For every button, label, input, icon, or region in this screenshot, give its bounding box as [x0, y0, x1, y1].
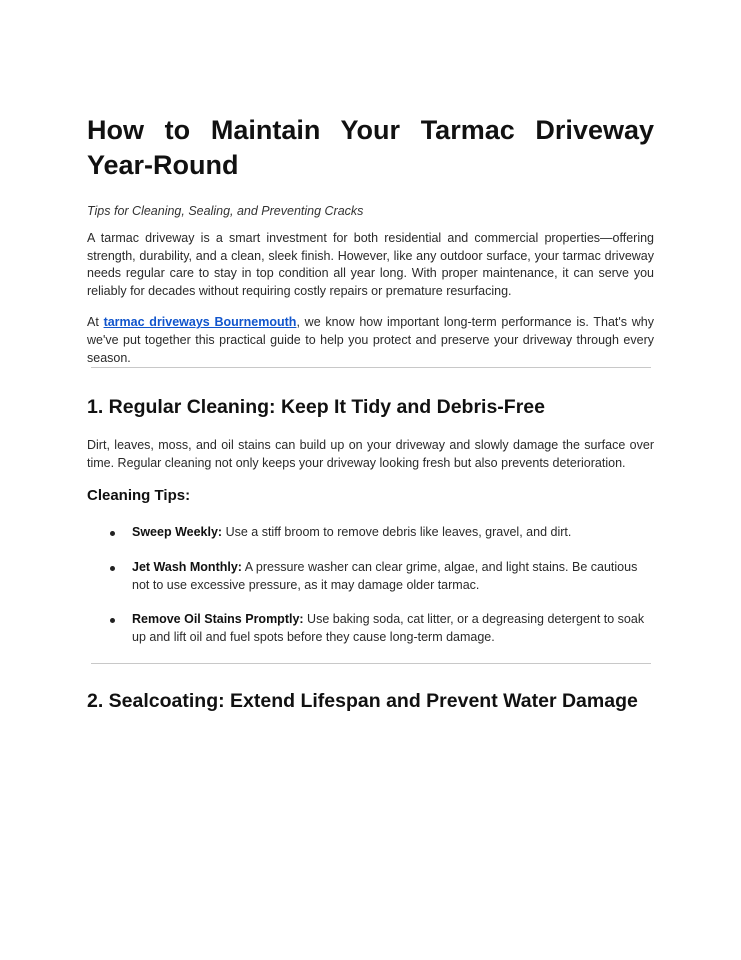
- list-item: [87, 559, 654, 594]
- bullet-icon: [110, 618, 115, 623]
- tip-label: Remove Oil Stains Promptly:: [132, 612, 304, 627]
- cleaning-tips-list: [87, 524, 654, 646]
- bullet-icon: [110, 566, 115, 571]
- section-divider: [91, 663, 651, 664]
- tarmac-driveways-link[interactable]: tarmac driveways Bournemouth: [103, 315, 297, 330]
- cleaning-tips-heading: Cleaning Tips:: [87, 487, 191, 505]
- page-title: How to Maintain Your Tarmac Driveway Year-Round: [87, 115, 654, 180]
- tip-text: Use a stiff broom to remove debris like leaves, gravel, and dirt.: [222, 525, 572, 540]
- tip-label: Jet Wash Monthly:: [132, 559, 242, 574]
- tip-text: Use baking soda, cat litter, or a degreasing detergent to soak up and lift oil and fuel spots before they cause long-term damage.: [132, 612, 645, 644]
- section-1-heading: 1. Regular Cleaning: Keep It Tidy and Debris-Free: [87, 396, 545, 419]
- intro-paragraph: A tarmac driveway is a smart investment for both residential and commercial properties—offering strength, durability, and a clean, sleek finish. However, like any outdoor surface, your tarmac driveway needs regular care to stay in top condition all year long. With proper maintenance, it can serve you reliably for decades without requiring costly repairs or premature resurfacing.: [87, 231, 654, 298]
- company-paragraph-suffix: , we know how important long-term performance is. That's why we've put together this practical guide to help you protect and preserve your driveway through every season.: [87, 315, 654, 365]
- bullet-icon: [110, 531, 115, 536]
- list-item: [87, 611, 654, 646]
- section-divider: [91, 367, 651, 368]
- document-page: [87, 113, 654, 715]
- tip-text: A pressure washer can clear grime, algae, and light stains. Be cautious not to use excessive pressure, as it may damage older tarmac.: [132, 559, 638, 592]
- company-paragraph: [87, 314, 654, 367]
- section-2-heading: 2. Sealcoating: Extend Lifespan and Prevent Water Damage: [87, 690, 638, 713]
- list-item: [87, 524, 654, 542]
- section-1-paragraph: Dirt, leaves, moss, and oil stains can build up on your driveway and slowly damage the surface over time. Regular cleaning not only keeps your driveway looking fresh but also prevents deterioration.: [87, 438, 654, 470]
- page-subtitle: Tips for Cleaning, Sealing, and Preventing Cracks: [87, 204, 364, 218]
- company-paragraph-prefix: At: [87, 315, 104, 330]
- tip-label: Sweep Weekly:: [132, 525, 223, 540]
